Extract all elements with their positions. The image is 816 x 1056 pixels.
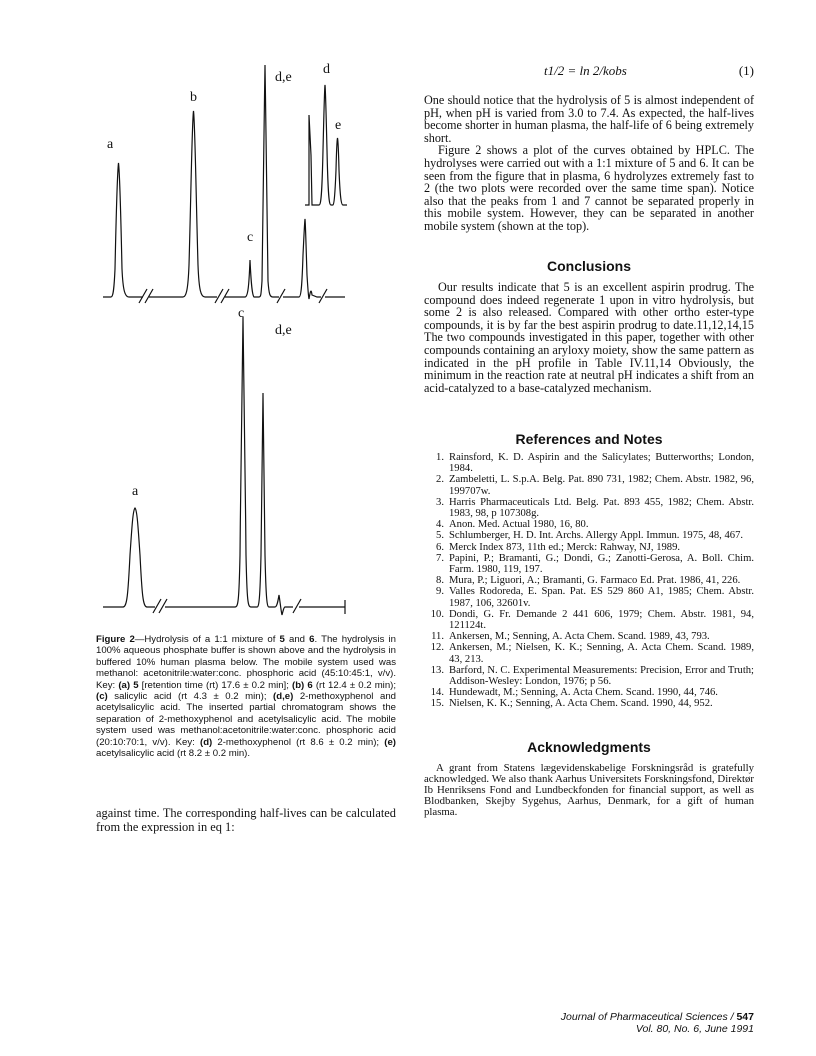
reference-item (424, 542, 754, 553)
reference-item (424, 642, 754, 664)
bottom-trace (103, 508, 155, 607)
reference-number: 6. (436, 541, 444, 553)
caption-text: 2-methoxyphenol and acetylsalicylic acid. The inserted partial chromatogram shows the separation of 2-methoxyphenol and acetylsalicylic acid. The mobile system used was methanol:acetonitrile:water:conc. phosphoric acid (20:10:70:1, v/v). Key: (96, 691, 396, 748)
inset-peak-label-d: d (323, 62, 330, 77)
reference-item (424, 687, 754, 698)
reference-number: 2. (436, 474, 444, 486)
reference-item (424, 452, 754, 474)
acknowledgments-section (424, 739, 754, 829)
reference-text: Papini, P.; Bramanti, G.; Dondi, G.; Zanotti-Gerosa, A. Boll. Chim. Farm. 1980, 119, 197. (449, 552, 754, 576)
top-trace-segment-3 (225, 65, 279, 297)
body-paragraph: against time. The corresponding half-lives can be calculated from the expression in eq 1: (96, 806, 396, 835)
reference-number: 10. (430, 608, 444, 620)
reference-item (424, 609, 754, 631)
reference-number: 11. (431, 631, 444, 643)
equation-number: (1) (738, 63, 754, 78)
reference-text: Nielsen, K. K.; Senning, A. Acta Chem. Scand. 1990, 44, 952. (449, 698, 713, 710)
bottom-trace-segment-2 (165, 317, 293, 615)
reference-item (424, 497, 754, 519)
body-paragraph: Figure 2 shows a plot of the curves obtained by HPLC. The hydrolyses were carried out with a 1:1 mixture of 5 and 6. It can be seen from the figure that in plasma, 6 hydrolyzes extremely fast to 2 (the two plots were recorded over the same time span). Notice also that the peaks from 1 and 7 cannot be separated properly in this mobile system. However, they can be separated in another mobile system (shown at the top). (424, 143, 754, 233)
results-text (424, 94, 754, 233)
top-trace-break-1 (139, 289, 153, 303)
top-trace (103, 163, 143, 297)
bottom-trace-tail (299, 600, 345, 614)
section-heading: Acknowledgments (527, 739, 651, 755)
equation-1 (424, 63, 754, 79)
caption-compound: 5 (133, 679, 139, 691)
bottom-peak-label-c: c (238, 306, 245, 321)
top-trace-break-2 (215, 289, 229, 303)
top-trace-break-4 (319, 289, 327, 303)
reference-text: Merck Index 873, 11th ed.; Merck: Rahway, NJ, 1989. (449, 541, 681, 553)
caption-key: (e) (384, 736, 396, 748)
reference-number: 15. (430, 698, 444, 710)
reference-number: 8. (436, 575, 444, 587)
body-paragraph: A grant from Statens lægevidenskabelige Forskningsråd is gratefully acknowledged. We also thank Aarhus Universitets Forskningsfond, Direktør Ib Henriksens Fond and Lundbeckfonden for financial support, as well as Blodbanken, Skejby Sygehus, Aarhus, Denmark, for a gift of human plasma. (424, 762, 754, 818)
top-peak-label-c: c (247, 230, 254, 245)
reference-number: 3. (436, 496, 444, 508)
journal-volume: Vol. 80, No. 6, June 1991 (635, 1023, 754, 1035)
bottom-trace-break-1 (153, 599, 167, 613)
caption-compound: 6 (307, 679, 313, 691)
page-footer (561, 1011, 754, 1035)
bottom-peak-label-de: d,e (275, 323, 292, 338)
reference-number: 4. (436, 519, 444, 531)
reference-item (424, 631, 754, 642)
reference-text: Barford, N. C. Experimental Measurements: Precision, Error and Truth; Addison-Wesley: London, 1976; p 56. (449, 664, 754, 688)
reference-item (424, 519, 754, 530)
caption-text: —Hydrolysis of a 1:1 mixture of (134, 634, 280, 645)
reference-text: Hundewadt, M.; Senning, A. Acta Chem. Scand. 1990, 44, 746. (449, 687, 718, 699)
bottom-peak-label-a: a (132, 484, 139, 499)
top-trace-segment-2 (149, 111, 217, 297)
caption-lead: Figure 2 (96, 634, 135, 645)
caption-key: (b) (292, 679, 305, 691)
chromatogram-figure (95, 55, 395, 625)
section-heading: Conclusions (546, 258, 631, 274)
reference-item (424, 474, 754, 496)
caption-text: 2-methoxyphenol (rt 8.6 ± 0.2 min); (212, 736, 385, 748)
reference-text: Rainsford, K. D. Aspirin and the Salicylates; Butterworths; London, 1984. (449, 452, 754, 475)
reference-number: 12. (430, 642, 444, 654)
reference-text: Schlumberger, H. D. Int. Archs. Allergy Appl. Immun. 1975, 48, 467. (449, 530, 744, 542)
caption-key: (d,e) (273, 691, 294, 703)
reference-text: Valles Rodoreda, E. Span. Pat. ES 529 860 A1, 1985; Chem. Abstr. 1987, 106, 32601v. (449, 586, 754, 609)
top-peak-label-b: b (190, 90, 197, 105)
top-peak-label-de: d,e (275, 70, 292, 85)
reference-item (424, 698, 754, 709)
reference-number: 9. (436, 586, 444, 598)
caption-key: (d) (200, 736, 213, 748)
caption-text: acetylsalicylic acid (rt 8.2 ± 0.2 min). (96, 748, 251, 760)
reference-number: 7. (436, 552, 444, 564)
top-trace-segment-4 (283, 219, 321, 299)
reference-text: Dondi, G. Fr. Demande 2 441 606, 1979; Chem. Abstr. 1981, 94, 121124t. (449, 608, 754, 632)
reference-text: Mura, P.; Liguori, A.; Bramanti, G. Farmaco Ed. Prat. 1986, 41, 226. (449, 575, 741, 587)
references-heading-wrap (424, 431, 754, 447)
reference-text: Ankersen, M.; Senning, A. Acta Chem. Scand. 1989, 43, 793. (449, 631, 710, 643)
caption-text: . The hydrolysis in 100% aqueous phosphate buffer is shown above and the hydrolysis in buffered 10% human plasma below. The mobile system used was methanol: acetonitrile:water:conc. phosphoric acid (45:10:45:1, v/v). Key: (96, 634, 396, 691)
page-number: 547 (736, 1011, 754, 1023)
caption-text: [retention time (rt) 17.6 ± 0.2 min]; (138, 679, 292, 691)
body-paragraph: One should notice that the hydrolysis of 5 is almost independent of pH, when pH is varied from 3.0 to 7.4. As expected, the half-lives become shorter in human plasma, the half-life of 6 being extremely short. (424, 93, 754, 145)
reference-item (424, 553, 754, 575)
reference-item (424, 586, 754, 608)
bottom-trace-break-2 (293, 599, 301, 613)
body-paragraph: Our results indicate that 5 is an excellent aspirin prodrug. The compound does indeed regenerate 1 upon in vitro hydrolysis, but some 2 is also released. Compared with other ortho ester-type compounds, it is by far the best aspirin prodrug to date.11,12,14,15 The two compounds investigated in this paper, together with other compounds containing an aryloxy moiety, show the same pattern as indicated in the pH profile in Table IV.11,14 Obviously, the minimum in the reaction rate at neutral pH indicates a shift from an acid-catalyzed to a base-catalyzed mechanism. (424, 280, 754, 395)
reference-number: 14. (430, 687, 444, 699)
reference-number: 5. (436, 530, 444, 542)
reference-number: 1. (436, 452, 444, 463)
reference-item (424, 530, 754, 541)
caption-compound: 5 (279, 634, 285, 645)
reference-text: Harris Pharmaceuticals Ltd. Belg. Pat. 893 455, 1982; Chem. Abstr. 1983, 98, p 107308g. (449, 496, 754, 520)
caption-compound: 6 (309, 634, 315, 645)
inset-trace (305, 85, 347, 205)
top-peak-label-a: a (107, 137, 114, 152)
equation-text: t1/2 = ln 2/kobs (544, 63, 627, 78)
figure-caption (96, 634, 396, 759)
reference-text: Ankersen, M.; Nielsen, K. K.; Senning, A. Acta Chem. Scand. 1989, 43, 213. (449, 642, 754, 665)
inset-peak-label-e: e (335, 118, 342, 133)
caption-text: and (284, 634, 310, 645)
reference-item (424, 575, 754, 586)
section-heading: References and Notes (515, 431, 663, 447)
reference-text: Anon. Med. Actual 1980, 16, 80. (449, 519, 589, 531)
caption-text: salicylic acid (rt 4.3 ± 0.2 min); (107, 691, 274, 703)
journal-name: Journal of Pharmaceutical Sciences / (560, 1011, 737, 1023)
conclusions-section (424, 258, 754, 394)
reference-number: 13. (430, 664, 444, 676)
caption-key: (c) (96, 691, 108, 703)
reference-text: Zambeletti, L. S.p.A. Belg. Pat. 890 731, 1982; Chem. Abstr. 1982, 96, 199707w. (449, 474, 754, 497)
top-trace-break-3 (277, 289, 285, 303)
reference-list (424, 452, 754, 710)
caption-text: (rt 12.4 ± 0.2 min); (312, 679, 397, 691)
caption-key: (a) (118, 679, 131, 691)
reference-item (424, 665, 754, 687)
